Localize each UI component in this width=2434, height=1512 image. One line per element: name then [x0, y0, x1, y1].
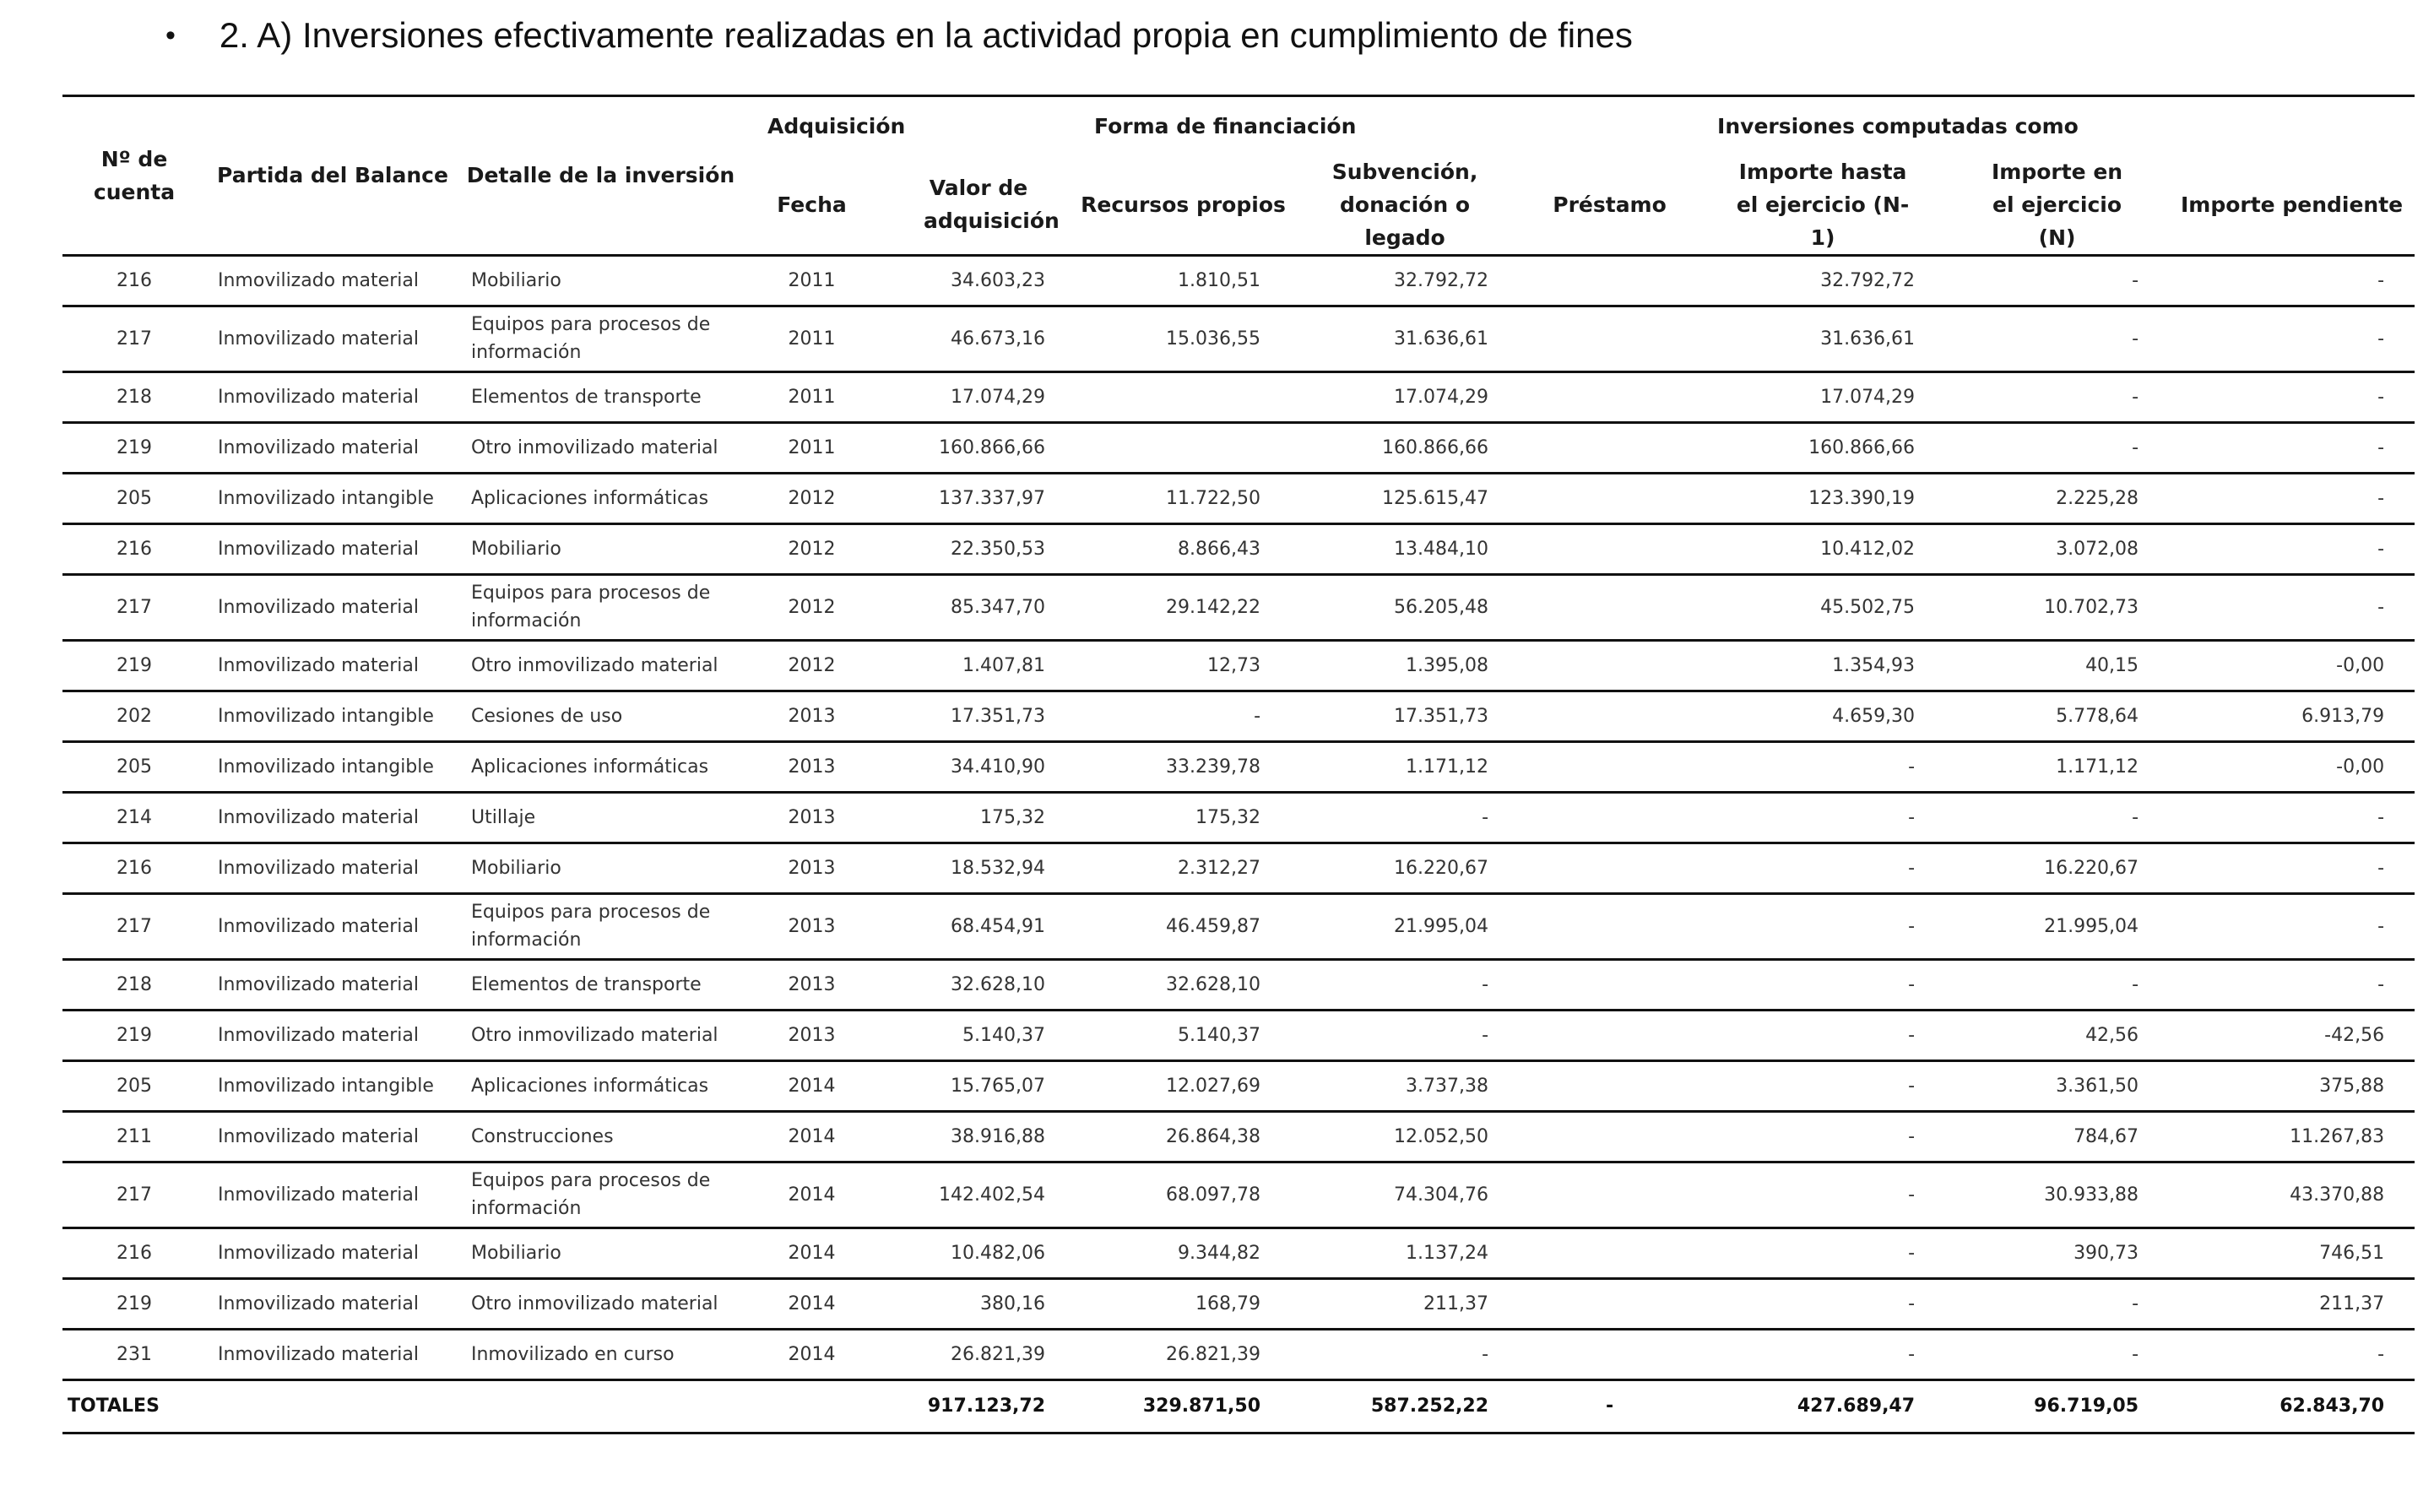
- table-row: [62, 843, 2415, 893]
- cell-detalle: Equipos para procesos de información: [459, 1162, 742, 1227]
- cell-pendiente: -: [2169, 255, 2415, 306]
- cell-detalle: Mobiliario: [459, 1227, 742, 1278]
- cell-detalle: Equipos para procesos de información: [459, 306, 742, 371]
- cell-fecha: 2011: [742, 306, 881, 371]
- cell-partida: Inmovilizado material: [206, 523, 459, 574]
- cell-fecha: 2013: [742, 959, 881, 1010]
- cell-detalle: Mobiliario: [459, 523, 742, 574]
- cell-partida: Inmovilizado material: [206, 306, 459, 371]
- cell-valor: 18.532,94: [881, 843, 1076, 893]
- cell-subvencion: 13.484,10: [1291, 523, 1519, 574]
- totals-valor: 917.123,72: [881, 1379, 1076, 1433]
- header-forma-financiacion: Forma de financiación: [1076, 96, 1700, 155]
- cell-detalle: Construcciones: [459, 1111, 742, 1162]
- cell-prestamo: [1519, 691, 1700, 741]
- cell-fecha: 2013: [742, 691, 881, 741]
- cell-detalle: Equipos para procesos de información: [459, 893, 742, 959]
- cell-partida: Inmovilizado material: [206, 959, 459, 1010]
- cell-hasta: -: [1700, 792, 1945, 843]
- cell-hasta: -: [1700, 1278, 1945, 1329]
- cell-partida: Inmovilizado material: [206, 1111, 459, 1162]
- cell-prestamo: [1519, 574, 1700, 640]
- cell-cuenta: 205: [62, 473, 206, 523]
- cell-fecha: 2014: [742, 1227, 881, 1278]
- cell-recursos: 5.140,37: [1076, 1010, 1291, 1060]
- cell-partida: Inmovilizado material: [206, 1329, 459, 1379]
- table-row: [62, 1227, 2415, 1278]
- cell-partida: Inmovilizado intangible: [206, 691, 459, 741]
- cell-en: 2.225,28: [1945, 473, 2169, 523]
- cell-pendiente: 375,88: [2169, 1060, 2415, 1111]
- cell-valor: 85.347,70: [881, 574, 1076, 640]
- cell-subvencion: 32.792,72: [1291, 255, 1519, 306]
- cell-fecha: 2011: [742, 422, 881, 473]
- cell-recursos: 32.628,10: [1076, 959, 1291, 1010]
- cell-en: -: [1945, 959, 2169, 1010]
- cell-subvencion: 160.866,66: [1291, 422, 1519, 473]
- cell-pendiente: -: [2169, 843, 2415, 893]
- cell-fecha: 2013: [742, 792, 881, 843]
- cell-cuenta: 216: [62, 255, 206, 306]
- cell-recursos: 46.459,87: [1076, 893, 1291, 959]
- cell-partida: Inmovilizado material: [206, 1162, 459, 1227]
- cell-cuenta: 216: [62, 843, 206, 893]
- cell-recursos: 175,32: [1076, 792, 1291, 843]
- cell-cuenta: 216: [62, 1227, 206, 1278]
- cell-valor: 160.866,66: [881, 422, 1076, 473]
- cell-hasta: -: [1700, 1060, 1945, 1111]
- totals-blank: [206, 1379, 881, 1433]
- totals-subvencion: 587.252,22: [1291, 1379, 1519, 1433]
- cell-valor: 142.402,54: [881, 1162, 1076, 1227]
- cell-en: 1.171,12: [1945, 741, 2169, 792]
- cell-fecha: 2014: [742, 1278, 881, 1329]
- cell-pendiente: -: [2169, 371, 2415, 422]
- cell-subvencion: 1.395,08: [1291, 640, 1519, 691]
- cell-detalle: Mobiliario: [459, 843, 742, 893]
- table-row: [62, 306, 2415, 371]
- table-body: [62, 255, 2415, 1433]
- cell-hasta: -: [1700, 843, 1945, 893]
- cell-cuenta: 219: [62, 422, 206, 473]
- cell-fecha: 2011: [742, 255, 881, 306]
- table-row: [62, 473, 2415, 523]
- cell-hasta: 17.074,29: [1700, 371, 1945, 422]
- cell-en: -: [1945, 422, 2169, 473]
- totals-row: [62, 1379, 2415, 1433]
- cell-en: -: [1945, 255, 2169, 306]
- cell-subvencion: 56.205,48: [1291, 574, 1519, 640]
- cell-prestamo: [1519, 843, 1700, 893]
- table-row: [62, 1162, 2415, 1227]
- cell-partida: Inmovilizado material: [206, 371, 459, 422]
- cell-en: -: [1945, 1329, 2169, 1379]
- cell-en: 3.072,08: [1945, 523, 2169, 574]
- header-hasta: Importe hasta el ejercicio (N-1): [1700, 155, 1945, 256]
- cell-pendiente: -: [2169, 306, 2415, 371]
- cell-en: 16.220,67: [1945, 843, 2169, 893]
- cell-cuenta: 219: [62, 640, 206, 691]
- cell-pendiente: -0,00: [2169, 640, 2415, 691]
- cell-cuenta: 231: [62, 1329, 206, 1379]
- cell-recursos: 168,79: [1076, 1278, 1291, 1329]
- cell-fecha: 2012: [742, 473, 881, 523]
- cell-detalle: Otro inmovilizado material: [459, 1010, 742, 1060]
- cell-hasta: -: [1700, 1227, 1945, 1278]
- cell-subvencion: 17.074,29: [1291, 371, 1519, 422]
- cell-partida: Inmovilizado material: [206, 1227, 459, 1278]
- table-row: [62, 1111, 2415, 1162]
- cell-recursos: 2.312,27: [1076, 843, 1291, 893]
- cell-en: 784,67: [1945, 1111, 2169, 1162]
- cell-recursos: 15.036,55: [1076, 306, 1291, 371]
- cell-subvencion: 21.995,04: [1291, 893, 1519, 959]
- cell-partida: Inmovilizado material: [206, 893, 459, 959]
- table-row: [62, 422, 2415, 473]
- cell-pendiente: -: [2169, 473, 2415, 523]
- cell-prestamo: [1519, 422, 1700, 473]
- cell-recursos: 8.866,43: [1076, 523, 1291, 574]
- cell-valor: 34.410,90: [881, 741, 1076, 792]
- table-row: [62, 1329, 2415, 1379]
- cell-subvencion: 17.351,73: [1291, 691, 1519, 741]
- cell-recursos: 1.810,51: [1076, 255, 1291, 306]
- header-prestamo: Préstamo: [1519, 155, 1700, 256]
- cell-recursos: 29.142,22: [1076, 574, 1291, 640]
- cell-valor: 137.337,97: [881, 473, 1076, 523]
- cell-valor: 34.603,23: [881, 255, 1076, 306]
- cell-partida: Inmovilizado intangible: [206, 473, 459, 523]
- cell-valor: 38.916,88: [881, 1111, 1076, 1162]
- cell-prestamo: [1519, 893, 1700, 959]
- cell-pendiente: -0,00: [2169, 741, 2415, 792]
- cell-valor: 32.628,10: [881, 959, 1076, 1010]
- cell-hasta: 10.412,02: [1700, 523, 1945, 574]
- cell-detalle: Aplicaciones informáticas: [459, 473, 742, 523]
- cell-prestamo: [1519, 1329, 1700, 1379]
- cell-en: 30.933,88: [1945, 1162, 2169, 1227]
- cell-prestamo: [1519, 255, 1700, 306]
- cell-pendiente: 746,51: [2169, 1227, 2415, 1278]
- cell-valor: 17.351,73: [881, 691, 1076, 741]
- cell-recursos: [1076, 422, 1291, 473]
- header-partida: Partida del Balance: [206, 96, 459, 256]
- cell-cuenta: 214: [62, 792, 206, 843]
- cell-prestamo: [1519, 473, 1700, 523]
- cell-prestamo: [1519, 1111, 1700, 1162]
- cell-cuenta: 217: [62, 1162, 206, 1227]
- table-row: [62, 893, 2415, 959]
- table-row: [62, 523, 2415, 574]
- cell-en: -: [1945, 371, 2169, 422]
- cell-subvencion: 74.304,76: [1291, 1162, 1519, 1227]
- cell-recursos: 26.864,38: [1076, 1111, 1291, 1162]
- section-heading: [165, 10, 1633, 61]
- totals-hasta: 427.689,47: [1700, 1379, 1945, 1433]
- totals-pendiente: 62.843,70: [2169, 1379, 2415, 1433]
- cell-subvencion: 16.220,67: [1291, 843, 1519, 893]
- cell-cuenta: 202: [62, 691, 206, 741]
- cell-pendiente: -: [2169, 893, 2415, 959]
- cell-subvencion: -: [1291, 792, 1519, 843]
- cell-detalle: Inmovilizado en curso: [459, 1329, 742, 1379]
- cell-subvencion: 3.737,38: [1291, 1060, 1519, 1111]
- cell-recursos: 11.722,50: [1076, 473, 1291, 523]
- cell-hasta: 32.792,72: [1700, 255, 1945, 306]
- cell-valor: 68.454,91: [881, 893, 1076, 959]
- totals-en: 96.719,05: [1945, 1379, 2169, 1433]
- cell-valor: 1.407,81: [881, 640, 1076, 691]
- cell-pendiente: -: [2169, 523, 2415, 574]
- cell-en: 390,73: [1945, 1227, 2169, 1278]
- cell-recursos: 12,73: [1076, 640, 1291, 691]
- cell-fecha: 2014: [742, 1111, 881, 1162]
- cell-subvencion: 12.052,50: [1291, 1111, 1519, 1162]
- cell-fecha: 2012: [742, 574, 881, 640]
- cell-valor: 5.140,37: [881, 1010, 1076, 1060]
- cell-fecha: 2012: [742, 640, 881, 691]
- table-row: [62, 371, 2415, 422]
- table-row: [62, 792, 2415, 843]
- cell-en: -: [1945, 1278, 2169, 1329]
- cell-fecha: 2014: [742, 1060, 881, 1111]
- cell-subvencion: -: [1291, 1329, 1519, 1379]
- table-row: [62, 574, 2415, 640]
- investments-table-container: [62, 95, 2415, 1434]
- cell-cuenta: 219: [62, 1010, 206, 1060]
- cell-en: 21.995,04: [1945, 893, 2169, 959]
- cell-fecha: 2011: [742, 371, 881, 422]
- cell-hasta: 123.390,19: [1700, 473, 1945, 523]
- cell-valor: 46.673,16: [881, 306, 1076, 371]
- cell-cuenta: 219: [62, 1278, 206, 1329]
- cell-partida: Inmovilizado material: [206, 843, 459, 893]
- cell-prestamo: [1519, 523, 1700, 574]
- cell-subvencion: 1.137,24: [1291, 1227, 1519, 1278]
- investments-table: [62, 95, 2415, 1434]
- cell-valor: 380,16: [881, 1278, 1076, 1329]
- cell-pendiente: -: [2169, 574, 2415, 640]
- cell-pendiente: -: [2169, 422, 2415, 473]
- cell-partida: Inmovilizado material: [206, 255, 459, 306]
- cell-recursos: 26.821,39: [1076, 1329, 1291, 1379]
- cell-fecha: 2013: [742, 843, 881, 893]
- section-title: 2. A) Inversiones efectivamente realizadas en la actividad propia en cumplimiento de fines: [219, 15, 1633, 55]
- cell-hasta: 45.502,75: [1700, 574, 1945, 640]
- cell-hasta: -: [1700, 893, 1945, 959]
- cell-prestamo: [1519, 371, 1700, 422]
- cell-subvencion: 211,37: [1291, 1278, 1519, 1329]
- table-row: [62, 255, 2415, 306]
- cell-recursos: 9.344,82: [1076, 1227, 1291, 1278]
- cell-detalle: Otro inmovilizado material: [459, 640, 742, 691]
- cell-recursos: 68.097,78: [1076, 1162, 1291, 1227]
- cell-cuenta: 211: [62, 1111, 206, 1162]
- cell-en: -: [1945, 306, 2169, 371]
- cell-fecha: 2013: [742, 741, 881, 792]
- cell-valor: 26.821,39: [881, 1329, 1076, 1379]
- header-detalle: Detalle de la inversión: [459, 96, 742, 256]
- cell-pendiente: -: [2169, 792, 2415, 843]
- cell-partida: Inmovilizado material: [206, 1278, 459, 1329]
- cell-partida: Inmovilizado material: [206, 792, 459, 843]
- cell-valor: 15.765,07: [881, 1060, 1076, 1111]
- header-pendiente: Importe pendiente: [2169, 155, 2415, 256]
- cell-partida: Inmovilizado material: [206, 574, 459, 640]
- cell-fecha: 2012: [742, 523, 881, 574]
- cell-detalle: Otro inmovilizado material: [459, 1278, 742, 1329]
- table-header: [62, 96, 2415, 256]
- cell-partida: Inmovilizado intangible: [206, 1060, 459, 1111]
- totals-recursos: 329.871,50: [1076, 1379, 1291, 1433]
- cell-detalle: Elementos de transporte: [459, 371, 742, 422]
- cell-hasta: -: [1700, 741, 1945, 792]
- cell-prestamo: [1519, 1060, 1700, 1111]
- cell-hasta: 31.636,61: [1700, 306, 1945, 371]
- header-cuenta: Nº de cuenta: [62, 96, 206, 256]
- cell-fecha: 2013: [742, 1010, 881, 1060]
- cell-subvencion: 125.615,47: [1291, 473, 1519, 523]
- cell-recursos: [1076, 371, 1291, 422]
- cell-partida: Inmovilizado material: [206, 422, 459, 473]
- cell-fecha: 2014: [742, 1162, 881, 1227]
- cell-en: 3.361,50: [1945, 1060, 2169, 1111]
- cell-valor: 17.074,29: [881, 371, 1076, 422]
- cell-prestamo: [1519, 741, 1700, 792]
- cell-prestamo: [1519, 959, 1700, 1010]
- cell-detalle: Mobiliario: [459, 255, 742, 306]
- cell-partida: Inmovilizado material: [206, 640, 459, 691]
- header-inversiones-computadas: Inversiones computadas como: [1700, 96, 2415, 155]
- cell-cuenta: 217: [62, 893, 206, 959]
- cell-hasta: -: [1700, 1162, 1945, 1227]
- cell-detalle: Otro inmovilizado material: [459, 422, 742, 473]
- cell-cuenta: 218: [62, 959, 206, 1010]
- cell-valor: 22.350,53: [881, 523, 1076, 574]
- cell-prestamo: [1519, 1227, 1700, 1278]
- header-recursos: Recursos propios: [1076, 155, 1291, 256]
- cell-partida: Inmovilizado intangible: [206, 741, 459, 792]
- cell-fecha: 2014: [742, 1329, 881, 1379]
- cell-pendiente: -: [2169, 1329, 2415, 1379]
- table-row: [62, 640, 2415, 691]
- cell-hasta: -: [1700, 1111, 1945, 1162]
- cell-cuenta: 217: [62, 574, 206, 640]
- cell-prestamo: [1519, 1010, 1700, 1060]
- table-row: [62, 1278, 2415, 1329]
- cell-cuenta: 216: [62, 523, 206, 574]
- header-valor: Valor de adquisición: [881, 155, 1076, 256]
- cell-recursos: 33.239,78: [1076, 741, 1291, 792]
- cell-en: 5.778,64: [1945, 691, 2169, 741]
- cell-hasta: 160.866,66: [1700, 422, 1945, 473]
- cell-detalle: Utillaje: [459, 792, 742, 843]
- cell-hasta: 1.354,93: [1700, 640, 1945, 691]
- cell-valor: 10.482,06: [881, 1227, 1076, 1278]
- cell-pendiente: 6.913,79: [2169, 691, 2415, 741]
- cell-prestamo: [1519, 1162, 1700, 1227]
- cell-pendiente: 211,37: [2169, 1278, 2415, 1329]
- cell-hasta: -: [1700, 1329, 1945, 1379]
- cell-detalle: Cesiones de uso: [459, 691, 742, 741]
- cell-subvencion: 31.636,61: [1291, 306, 1519, 371]
- cell-prestamo: [1519, 792, 1700, 843]
- cell-cuenta: 205: [62, 1060, 206, 1111]
- cell-subvencion: 1.171,12: [1291, 741, 1519, 792]
- header-fecha: Fecha: [742, 155, 881, 256]
- cell-cuenta: 218: [62, 371, 206, 422]
- cell-prestamo: [1519, 306, 1700, 371]
- table-row: [62, 741, 2415, 792]
- cell-en: -: [1945, 792, 2169, 843]
- totals-label: TOTALES: [62, 1379, 206, 1433]
- table-row: [62, 691, 2415, 741]
- cell-pendiente: -: [2169, 959, 2415, 1010]
- bullet-icon: •: [165, 19, 176, 51]
- header-adquisicion: Adquisición: [742, 96, 1076, 155]
- cell-pendiente: 11.267,83: [2169, 1111, 2415, 1162]
- table-row: [62, 959, 2415, 1010]
- cell-hasta: -: [1700, 959, 1945, 1010]
- cell-detalle: Equipos para procesos de información: [459, 574, 742, 640]
- cell-recursos: -: [1076, 691, 1291, 741]
- cell-subvencion: -: [1291, 959, 1519, 1010]
- table-row: [62, 1060, 2415, 1111]
- cell-prestamo: [1519, 1278, 1700, 1329]
- cell-fecha: 2013: [742, 893, 881, 959]
- cell-detalle: Elementos de transporte: [459, 959, 742, 1010]
- table-row: [62, 1010, 2415, 1060]
- cell-hasta: 4.659,30: [1700, 691, 1945, 741]
- header-subvencion: Subvención, donación o legado: [1291, 155, 1519, 256]
- cell-hasta: -: [1700, 1010, 1945, 1060]
- cell-prestamo: [1519, 640, 1700, 691]
- cell-pendiente: -42,56: [2169, 1010, 2415, 1060]
- cell-pendiente: 43.370,88: [2169, 1162, 2415, 1227]
- cell-recursos: 12.027,69: [1076, 1060, 1291, 1111]
- cell-en: 10.702,73: [1945, 574, 2169, 640]
- totals-prestamo: -: [1519, 1379, 1700, 1433]
- cell-detalle: Aplicaciones informáticas: [459, 1060, 742, 1111]
- cell-subvencion: -: [1291, 1010, 1519, 1060]
- cell-en: 40,15: [1945, 640, 2169, 691]
- cell-en: 42,56: [1945, 1010, 2169, 1060]
- header-en: Importe en el ejercicio (N): [1945, 155, 2169, 256]
- cell-cuenta: 217: [62, 306, 206, 371]
- cell-cuenta: 205: [62, 741, 206, 792]
- cell-valor: 175,32: [881, 792, 1076, 843]
- cell-partida: Inmovilizado material: [206, 1010, 459, 1060]
- cell-detalle: Aplicaciones informáticas: [459, 741, 742, 792]
